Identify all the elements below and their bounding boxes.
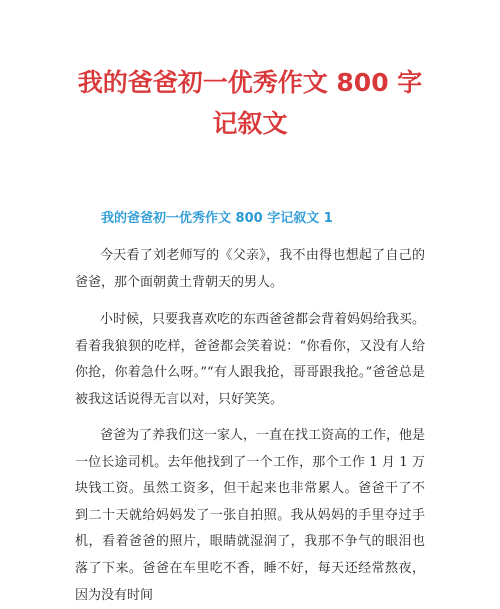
body-paragraph: 今天看了刘老师写的《父亲》，我不由得也想起了自己的爸爸，那个面朝黄土背朝天的男人。 [75, 248, 425, 290]
section-heading: 我的爸爸初一优秀作文 800 字记叙文 1 [101, 211, 333, 226]
body-paragraph: 小时候，只要我喜欢吃的东西爸爸都会背着妈妈给我买。看着我狼狈的吃样，爸爸都会笑着说：“你看你，又没有人给你抢，你着急什么呀。”“有人跟我抢，哥哥跟我抢。”爸爸总是被我这话说得无言以对，只好笑笑。 [75, 312, 426, 407]
body-paragraph: 爸爸为了养我们这一家人，一直在找工资高的工作，他是一位长途司机。去年他找到了一个工作，那个工作 1 月 1 万块钱工资。虽然工资多，但干起来也非常累人。爸爸干了不到二十天就给妈妈发了一张自拍照。我从妈妈的手里夺过手机，看着爸爸的照片，眼睛就湿润了，我那不争气的眼泪也落了下来。爸爸在车里吃不香，睡不好，每天还经常熬夜，因为没有时间 [75, 428, 426, 603]
document-title: 我的爸爸初一优秀作文 800 字记叙文 [77, 68, 423, 138]
